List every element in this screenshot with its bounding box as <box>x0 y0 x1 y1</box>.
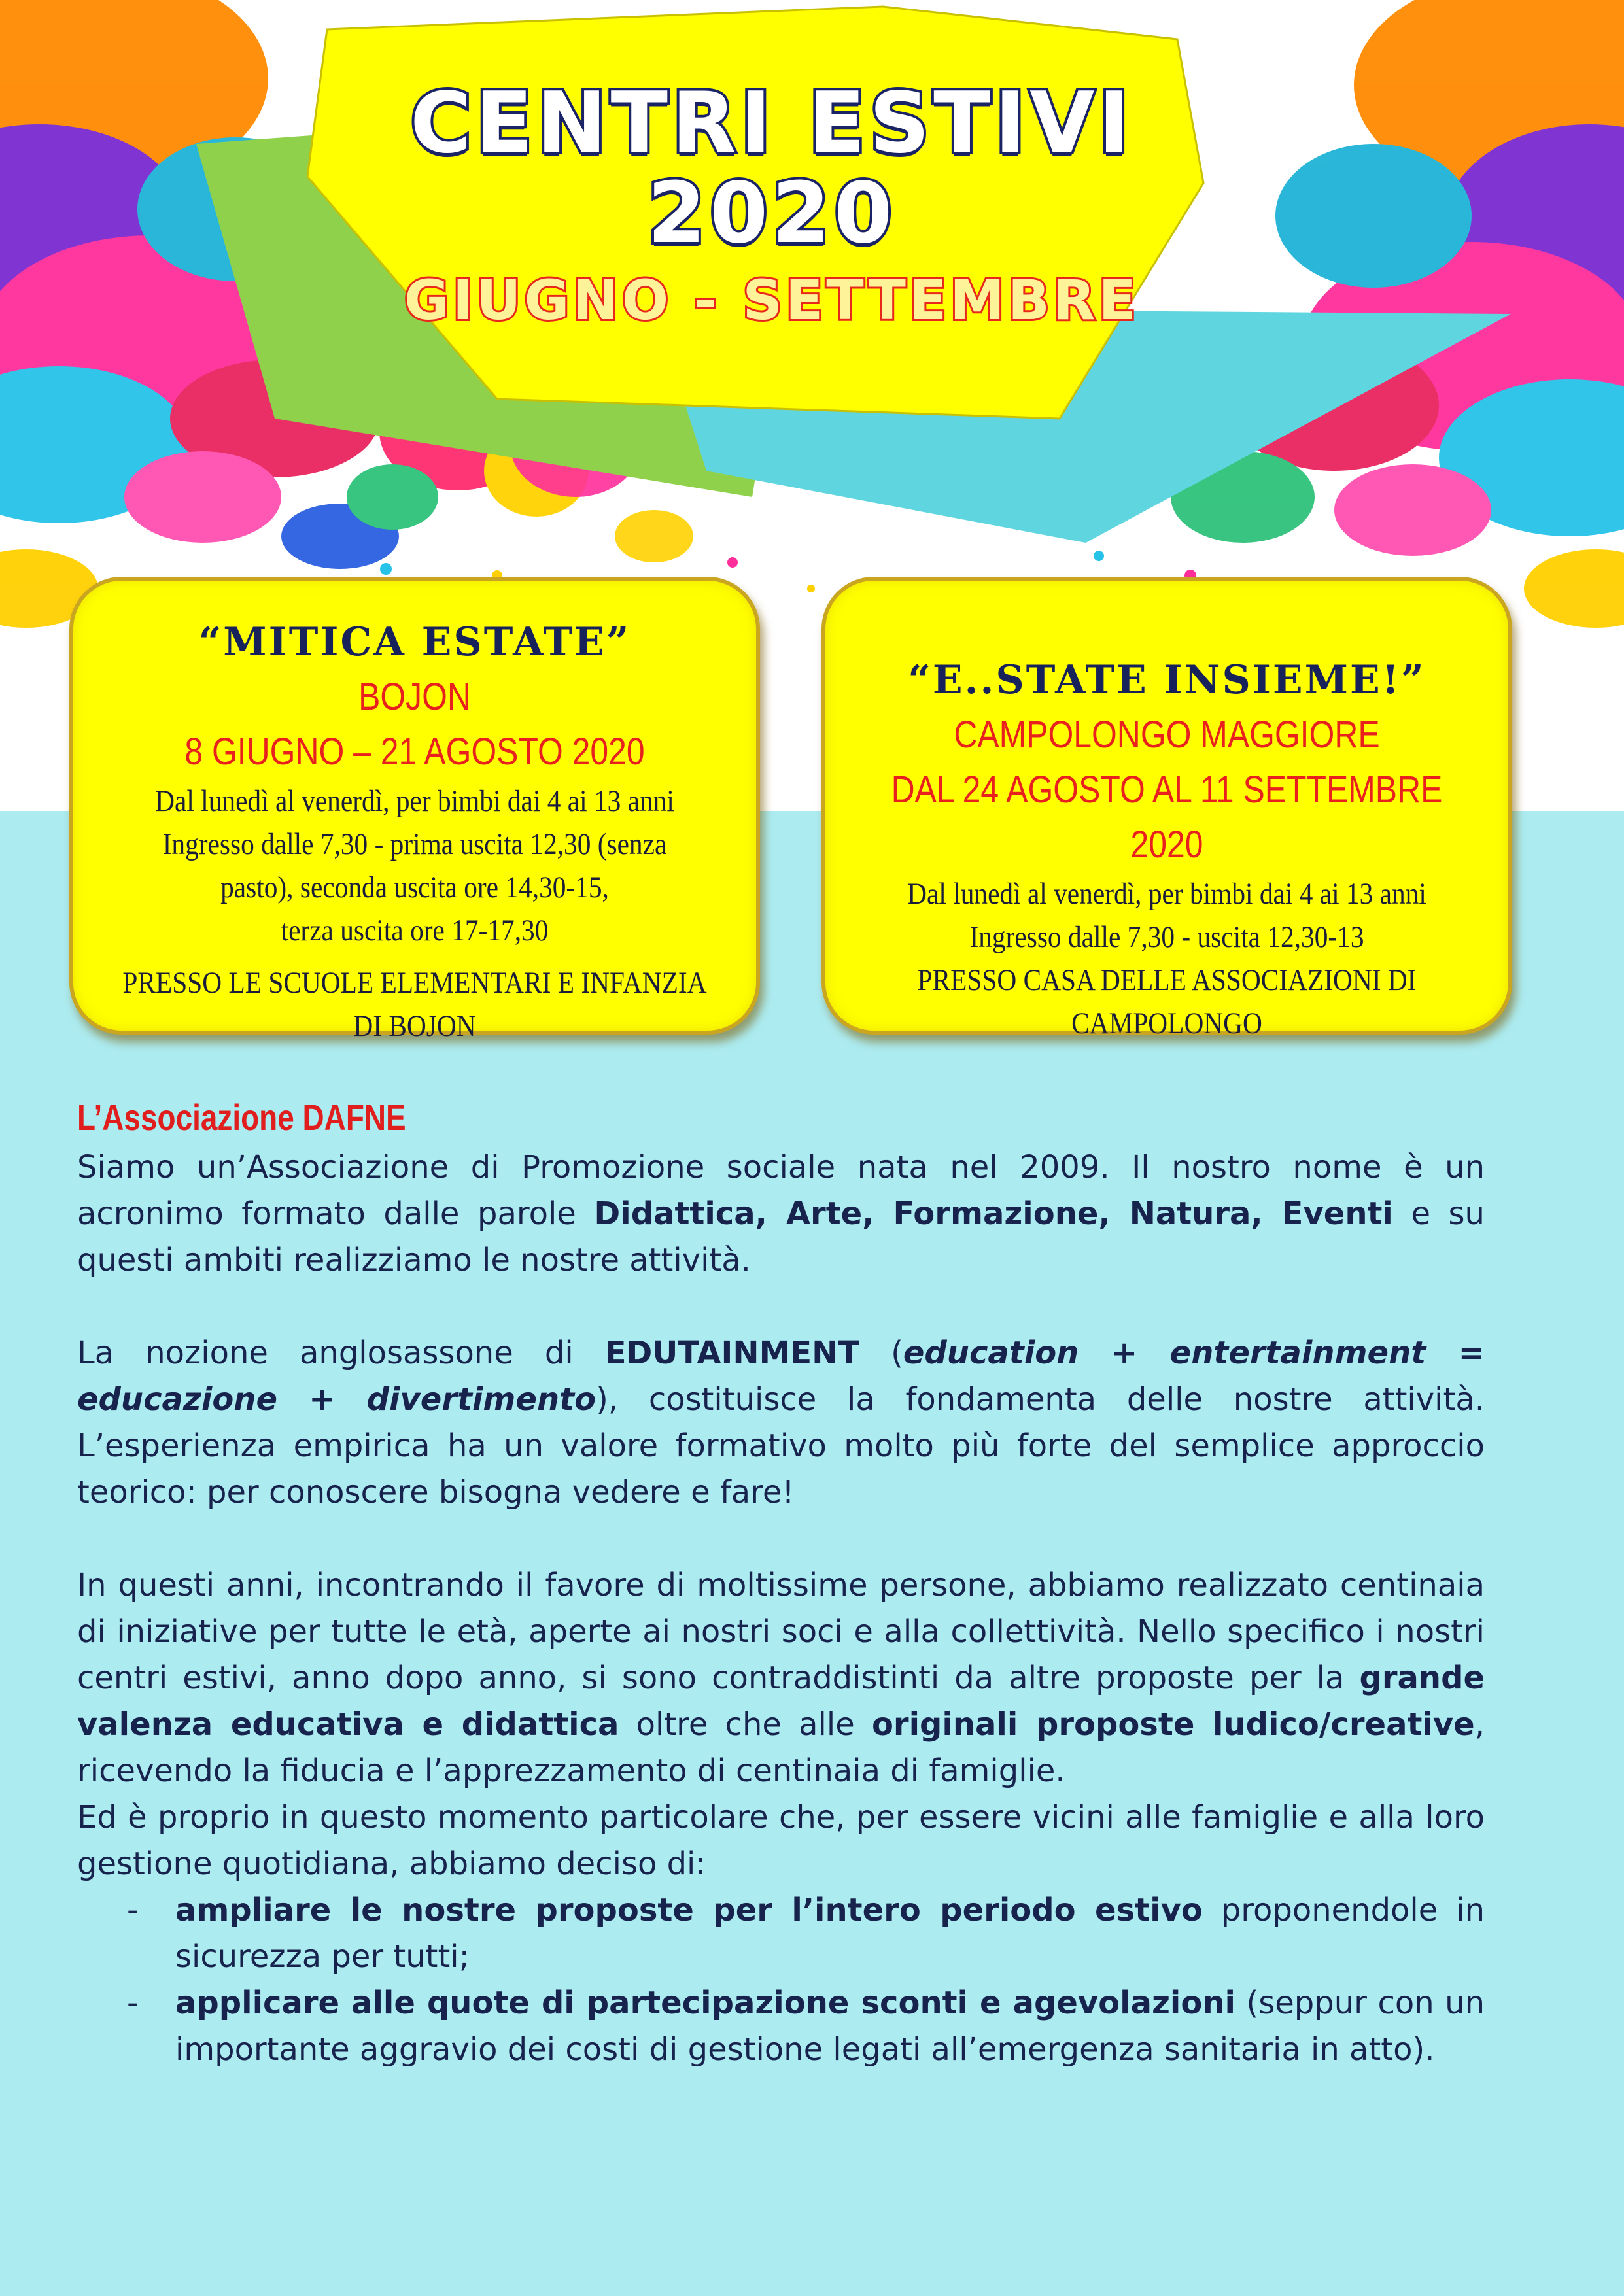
text-span: proponendole in sicurezza per tutti; <box>175 1892 1485 1975</box>
poster-title <box>307 75 1236 336</box>
association-description <box>77 1091 1485 2073</box>
paragraph-intro <box>77 1144 1485 1284</box>
card-schedule-line: Ingresso dalle 7,30 - prima uscita 12,30 (senza <box>162 827 667 861</box>
decision-list <box>77 1887 1485 2073</box>
dash-marker: - <box>127 1985 139 2021</box>
text-span: Siamo un’Associazione di Promozione sociale nata nel 2009. Il nostro nome è un acronimo formato dalle parole <box>77 1149 1485 1232</box>
card-schedule-line: pasto), seconda uscita ore 14,30-15, <box>220 870 609 904</box>
text-bold: EDUTAINMENT <box>604 1335 860 1371</box>
text-span: ( <box>859 1335 903 1371</box>
card-address: PRESSO CASA DELLE ASSOCIAZIONI DI CAMPOLONGO <box>917 963 1417 1040</box>
card-location: BOJON <box>358 676 471 718</box>
camp-card-mitica-estate <box>69 577 760 1043</box>
text-bold: applicare alle quote di partecipazione sconti e agevolazioni <box>175 1985 1235 2021</box>
text-span: ), costituisce la fondamenta delle nostre attività. L’esperienza empirica ha un valore formativo molto più forte del semplice approccio teorico: per conoscere bisogna vedere e fare! <box>77 1381 1485 1511</box>
text-bold: ampliare le nostre proposte per l’intero periodo estivo <box>175 1892 1203 1928</box>
section-heading: L’Associazione DAFNE <box>77 1097 406 1138</box>
card-dates: DAL 24 AGOSTO AL 11 SETTEMBRE 2020 <box>891 768 1443 866</box>
text-span: , ricevendo la fiducia e l’apprezzamento di centinaia di famiglie. <box>77 1706 1485 1789</box>
text-span: e su questi ambiti realizziamo le nostre attività. <box>77 1195 1485 1278</box>
title-line-1: CENTRI ESTIVI <box>410 75 1133 172</box>
paragraph-edutainment <box>77 1330 1485 1516</box>
paragraph-history <box>77 1562 1485 1794</box>
text-bold: Didattica, Arte, Formazione, Natura, Eventi <box>594 1195 1393 1232</box>
text-bold: grande valenza educativa e didattica <box>77 1660 1485 1743</box>
text-span: (seppur con un importante aggravio dei costi di gestione legati all’emergenza sanitaria in atto). <box>175 1985 1485 2068</box>
card-title: “E..STATE INSIEME!” <box>908 657 1426 703</box>
list-item <box>77 1980 1485 2073</box>
text-span: oltre che alle <box>619 1706 872 1743</box>
title-subtitle: GIUGNO - SETTEMBRE <box>404 268 1139 332</box>
dash-marker: - <box>127 1892 139 1928</box>
paragraph-decision: Ed è proprio in questo momento particolare che, per essere vicini alle famiglie e alla loro gestione quotidiana, abbiamo deciso di: <box>77 1799 1485 1882</box>
card-schedule-line: Ingresso dalle 7,30 - uscita 12,30-13 <box>969 920 1364 954</box>
list-item <box>77 1887 1485 1980</box>
title-line-2: 2020 <box>647 165 897 262</box>
text-bold: originali proposte ludico/creative <box>871 1706 1475 1743</box>
card-title: “MITICA ESTATE” <box>198 619 631 665</box>
text-bold-italic: education + entertainment = educazione + divertimento <box>77 1335 1485 1418</box>
card-dates: 8 GIUGNO – 21 AGOSTO 2020 <box>184 730 645 773</box>
card-location: CAMPOLONGO MAGGIORE <box>954 713 1380 756</box>
card-address: PRESSO LE SCUOLE ELEMENTARI E INFANZIA DI BOJON <box>122 966 707 1043</box>
card-schedule-line: Dal lunedì al venerdì, per bimbi dai 4 ai 13 anni <box>907 877 1426 911</box>
card-schedule-line: Dal lunedì al venerdì, per bimbi dai 4 ai 13 anni <box>155 784 674 818</box>
camp-card-estate-insieme <box>821 577 1512 1040</box>
text-span: In questi anni, incontrando il favore di moltissime persone, abbiamo realizzato centinaia di iniziative per tutte le età, aperte ai nostri soci e alla collettività. Nello specifico i nostri centri estivi, anno dopo anno, si sono contraddistinti da altre proposte per la <box>77 1567 1485 1696</box>
text-span: La nozione anglosassone di <box>77 1335 605 1371</box>
card-schedule-line: terza uscita ore 17-17,30 <box>281 914 549 948</box>
